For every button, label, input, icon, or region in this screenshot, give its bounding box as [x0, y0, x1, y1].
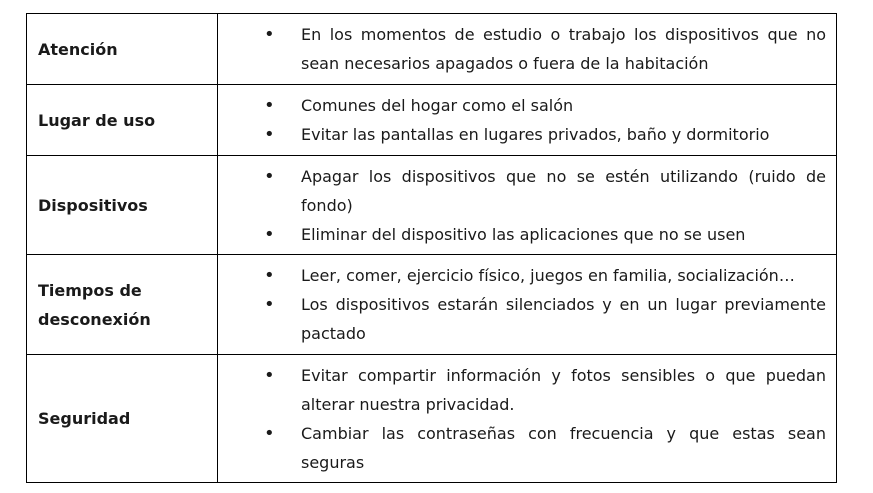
rules-table [26, 13, 837, 483]
category-cell: Dispositivos [27, 156, 218, 255]
content-cell [218, 156, 837, 255]
table-row [27, 355, 837, 483]
list-item: • En los momentos de estudio o trabajo los dispositivos que no sean necesarios apagados o fuera de la habitación [218, 20, 826, 78]
list-item: • Leer, comer, ejercicio físico, juegos en familia, socialización… [218, 261, 826, 290]
table-row [27, 255, 837, 355]
list-item: • Evitar las pantallas en lugares privados, baño y dormitorio [218, 120, 826, 149]
content-cell [218, 355, 837, 483]
table-row [27, 14, 837, 85]
bullet-list [218, 162, 826, 249]
bullet-list [218, 261, 826, 348]
category-cell: Lugar de uso [27, 85, 218, 156]
bullet-list [218, 20, 826, 78]
table-row [27, 85, 837, 156]
list-item: • Eliminar del dispositivo las aplicaciones que no se usen [218, 220, 826, 249]
list-item: • Los dispositivos estarán silenciados y en un lugar previamente pactado [218, 290, 826, 348]
content-cell [218, 255, 837, 355]
table-row [27, 156, 837, 255]
content-cell [218, 14, 837, 85]
category-cell: Atención [27, 14, 218, 85]
list-item: • Apagar los dispositivos que no se estén utilizando (ruido de fondo) [218, 162, 826, 220]
list-item: • Cambiar las contraseñas con frecuencia y que estas sean seguras [218, 419, 826, 477]
bullet-list [218, 91, 826, 149]
list-item: • Evitar compartir información y fotos sensibles o que puedan alterar nuestra privacidad. [218, 361, 826, 419]
category-cell: Seguridad [27, 355, 218, 483]
bullet-list [218, 361, 826, 477]
list-item: • Comunes del hogar como el salón [218, 91, 826, 120]
category-cell: Tiempos de desconexión [27, 255, 218, 355]
content-cell [218, 85, 837, 156]
